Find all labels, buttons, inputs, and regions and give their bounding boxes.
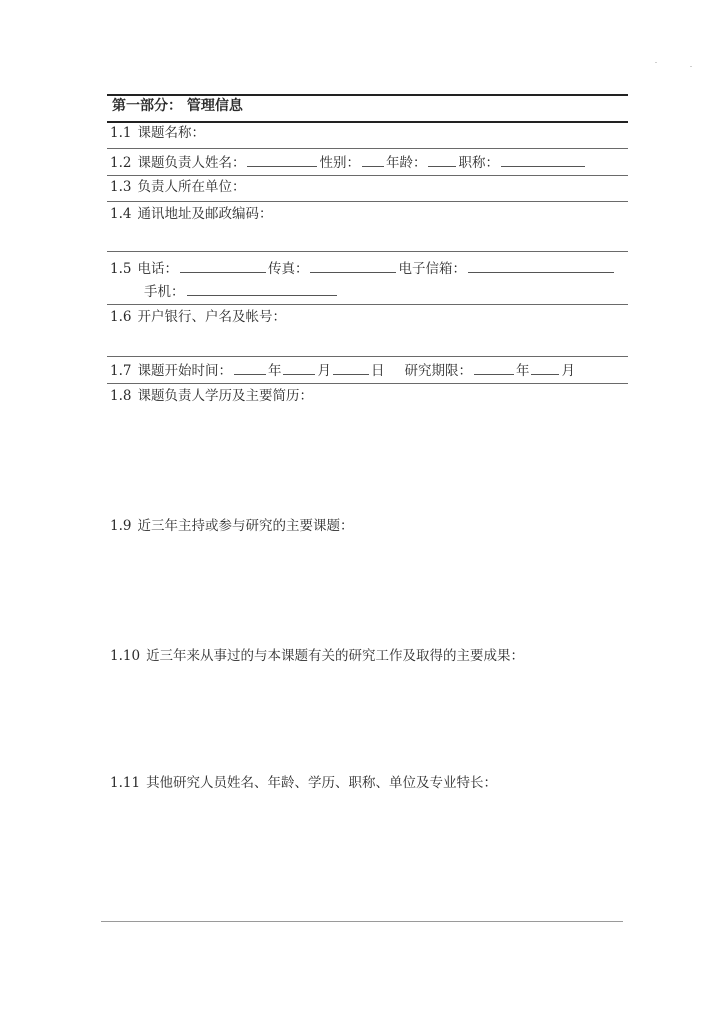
- top-rule: [107, 94, 628, 96]
- row-rule: [107, 148, 628, 149]
- start-year-field[interactable]: [234, 360, 266, 375]
- row-rule: [107, 383, 628, 384]
- period-month-label: 月: [561, 363, 575, 379]
- item-number: 1.8: [110, 388, 132, 404]
- research-period-label: 研究期限：: [404, 363, 472, 379]
- start-time-label: 课题开始时间：: [137, 363, 232, 379]
- period-month-field[interactable]: [531, 360, 559, 375]
- leader-name-field[interactable]: [247, 152, 317, 167]
- fax-field[interactable]: [310, 258, 396, 273]
- item-number: 1.9: [110, 518, 132, 534]
- scan-speck: [655, 62, 657, 63]
- item-1-3: [110, 178, 245, 196]
- other-researchers-label: 其他研究人员姓名、年龄、学历、职称、单位及专业特长：: [146, 775, 498, 791]
- item-1-1: [110, 124, 205, 142]
- start-month-field[interactable]: [283, 360, 315, 375]
- mobile-label: 手机：: [144, 284, 185, 300]
- item-1-9: [110, 517, 353, 535]
- item-1-2: [110, 152, 587, 172]
- leader-name-label: 课题负责人姓名：: [137, 155, 246, 171]
- address-label: 通讯地址及邮政编码：: [137, 206, 273, 222]
- item-number: 1.7: [110, 363, 132, 379]
- phone-field[interactable]: [180, 258, 266, 273]
- item-1-11: [110, 774, 497, 792]
- item-number: 1.2: [110, 155, 132, 171]
- start-day-field[interactable]: [333, 360, 369, 375]
- related-work-label: 近三年来从事过的与本课题有关的研究工作及取得的主要成果：: [146, 648, 525, 664]
- row-rule: [107, 175, 628, 176]
- day-label: 日: [370, 363, 385, 379]
- project-name-label: 课题名称：: [137, 125, 205, 141]
- period-year-field[interactable]: [474, 360, 514, 375]
- education-resume-label: 课题负责人学历及主要简历：: [137, 388, 313, 404]
- row-rule: [107, 251, 628, 252]
- month-label: 月: [317, 363, 331, 379]
- item-number: 1.5: [110, 261, 132, 277]
- item-number: 1.3: [110, 179, 132, 195]
- age-label: 年龄：: [385, 155, 427, 171]
- email-label: 电子信箱：: [398, 261, 466, 277]
- major-projects-label: 近三年主持或参与研究的主要课题：: [137, 518, 354, 534]
- row-rule: [107, 304, 628, 305]
- item-number: 1.1: [110, 125, 132, 141]
- row-rule: [107, 201, 628, 202]
- gender-label: 性别：: [319, 155, 360, 171]
- affiliation-label: 负责人所在单位：: [137, 179, 246, 195]
- row-rule: [107, 356, 628, 357]
- job-title-field[interactable]: [501, 152, 585, 167]
- scan-speck: [690, 66, 692, 67]
- bottom-rule: [101, 921, 623, 922]
- item-1-5-mobile: [144, 281, 339, 301]
- item-number: 1.11: [110, 775, 141, 791]
- item-number: 1.4: [110, 206, 132, 222]
- mobile-field[interactable]: [187, 281, 337, 296]
- item-1-5: [110, 258, 616, 278]
- job-title-label: 职称：: [458, 155, 499, 171]
- gender-field[interactable]: [362, 152, 384, 167]
- item-1-10: [110, 647, 524, 665]
- fax-label: 传真：: [267, 261, 309, 277]
- item-number: 1.10: [110, 648, 141, 664]
- phone-label: 电话：: [137, 261, 178, 277]
- item-1-7: [110, 360, 575, 380]
- item-1-8: [110, 387, 313, 405]
- bank-account-label: 开户银行、户名及帐号：: [137, 309, 286, 325]
- section-rule: [107, 121, 628, 123]
- item-1-4: [110, 205, 272, 223]
- age-field[interactable]: [428, 152, 456, 167]
- email-field[interactable]: [468, 258, 614, 273]
- item-number: 1.6: [110, 309, 132, 325]
- section-title: 第一部分： 管理信息: [112, 98, 243, 114]
- item-1-6: [110, 308, 286, 326]
- year-label: 年: [267, 363, 282, 379]
- period-year-label: 年: [515, 363, 530, 379]
